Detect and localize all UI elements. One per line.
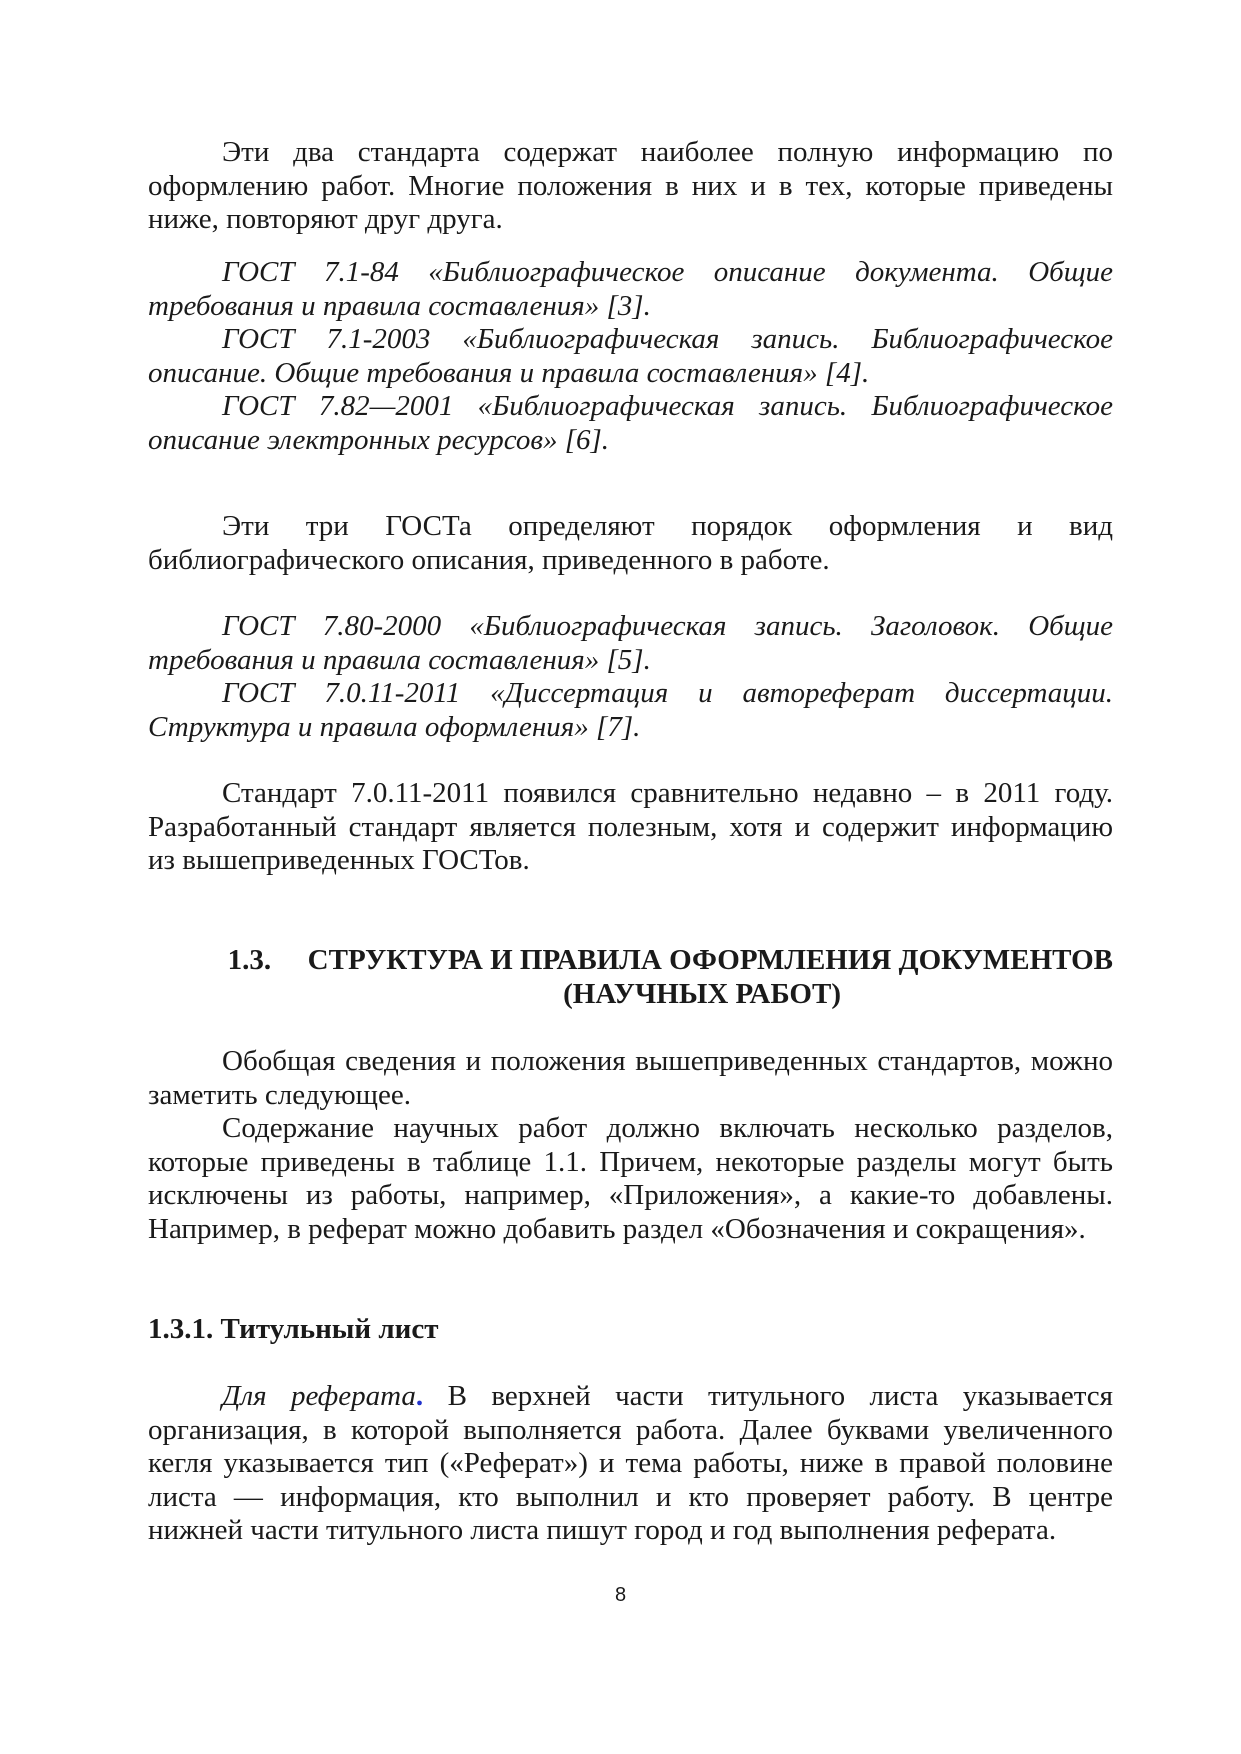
lead-dot: . — [415, 1380, 424, 1412]
reference-text: ГОСТ 7.1-2003 «Библиографическая запись. Библиографическое описание. Общие требования и правила составления» [4]. — [148, 323, 1113, 389]
paragraph-text: Стандарт 7.0.11-2011 появился сравнительно недавно – в 2011 году. Разработанный стандарт является полезным, хотя и содержит информацию из вышеприведенных ГОСТов. — [148, 777, 1113, 876]
gost-reference-7-1-2003 — [148, 323, 1113, 390]
paragraph-text: Эти два стандарта содержат наиболее полную информацию по оформлению работ. Многие положения в них и в тех, которые приведены ниже, повторяют друг друга. — [148, 136, 1113, 235]
gost-reference-7-82-2001 — [148, 390, 1113, 457]
section-heading-1-3-line2 — [148, 978, 1113, 1012]
paragraph-summary — [148, 1045, 1113, 1112]
paragraph-standard-2011 — [148, 777, 1113, 878]
paragraph-three-gosts — [148, 510, 1113, 577]
paragraph-text: Обобщая сведения и положения вышеприведенных стандартов, можно заметить следующее. — [148, 1045, 1113, 1111]
section-number: 1.3. — [227, 944, 272, 976]
reference-text: ГОСТ 7.80-2000 «Библиографическая запись. Заголовок. Общие требования и правила составления» [5]. — [148, 610, 1113, 676]
gost-reference-7-80-2000 — [148, 610, 1113, 677]
lead-italic-text: Для реферата — [222, 1380, 416, 1412]
paragraph-sections — [148, 1112, 1113, 1246]
section-title-line1: СТРУКТУРА И ПРАВИЛА ОФОРМЛЕНИЯ ДОКУМЕНТОВ — [307, 944, 1113, 976]
reference-text: ГОСТ 7.82—2001 «Библиографическая запись. Библиографическое описание электронных ресурсов» [6]. — [148, 390, 1113, 456]
paragraph-standards-info — [148, 136, 1113, 237]
reference-text: ГОСТ 7.0.11-2011 «Диссертация и автореферат диссертации. Структура и правила оформления» [7]. — [148, 677, 1113, 743]
reference-text: ГОСТ 7.1-84 «Библиографическое описание документа. Общие требования и правила составления» [3]. — [148, 256, 1113, 322]
paragraph-text: Содержание научных работ должно включать несколько разделов, которые приведены в таблице 1.1. Причем, некоторые разделы могут быть исключены из работы, например, «Приложения», а какие-то добавлены. Например, в реферат можно добавить раздел «Обозначения и сокращения». — [148, 1112, 1113, 1245]
page-number: 8 — [614, 1584, 627, 1606]
gost-reference-7-0-11-2011 — [148, 677, 1113, 744]
gost-reference-7-1-84 — [148, 256, 1113, 323]
section-heading-1-3 — [148, 944, 1113, 978]
paragraph-text: В верхней части титульного листа указывается организация, в которой выполняется работа. Далее буквами увеличенного кегля указывается тип («Реферат») и тема работы, ниже в правой половине листа — информация, кто выполнил и кто проверяет работу. В центре нижней части титульного листа пишут город и год выполнения реферата. — [148, 1380, 1113, 1546]
paragraph-title-page — [148, 1380, 1113, 1548]
paragraph-text: Эти три ГОСТа определяют порядок оформления и вид библиографического описания, приведенного в работе. — [148, 510, 1113, 576]
section-title-line2: (НАУЧНЫХ РАБОТ) — [563, 978, 841, 1010]
subsection-heading-1-3-1 — [148, 1313, 1113, 1347]
subsection-title: 1.3.1. Титульный лист — [148, 1313, 439, 1345]
